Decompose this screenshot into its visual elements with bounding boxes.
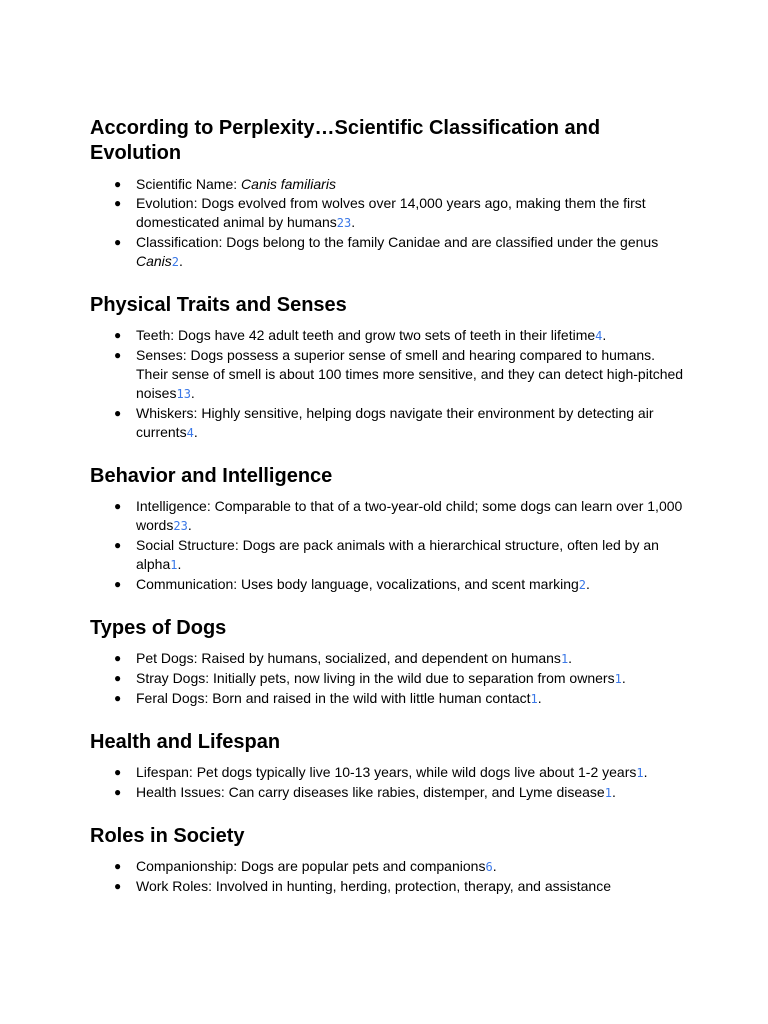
list-item — [90, 689, 688, 709]
list-item — [90, 763, 688, 783]
item-text: Scientific Name: — [136, 176, 242, 192]
item-text: Intelligence: Comparable to that of a two-year-old child; some dogs can learn over 1,000 words — [136, 498, 683, 533]
item-text: Lifespan: Pet dogs typically live 10-13 years, while wild dogs live about 1-2 years — [136, 764, 637, 780]
bullet-icon: ● — [114, 859, 122, 873]
citation-link[interactable]: 2 — [171, 255, 180, 269]
bullet-icon: ● — [114, 785, 122, 799]
item-end: . — [586, 576, 590, 592]
item-text: Senses: Dogs possess a superior sense of smell and hearing compared to humans. Their sense of smell is about 100 times more sensitive, and they can detect high-pitched noises — [136, 347, 684, 401]
bullet-icon: ● — [114, 406, 122, 420]
item-end: . — [568, 650, 573, 666]
bullet-icon: ● — [114, 348, 122, 362]
citation-link[interactable]: 23 — [173, 519, 188, 533]
bullet-icon: ● — [114, 196, 122, 210]
bullet-icon: ● — [114, 328, 122, 342]
citation-link[interactable]: 1 — [604, 786, 612, 800]
item-text: Pet Dogs: Raised by humans, socialized, and dependent on humans — [136, 650, 561, 666]
item-italic-text: Canis — [136, 253, 172, 269]
item-text: Social Structure: Dogs are pack animals with a hierarchical structure, often led by an alpha — [136, 537, 659, 572]
item-text: Feral Dogs: Born and raised in the wild with little human contact — [136, 690, 531, 706]
item-end: . — [602, 327, 607, 343]
item-end: . — [190, 385, 195, 401]
citation-link[interactable]: 1 — [170, 558, 178, 572]
bullet-list — [90, 497, 688, 595]
item-end: . — [643, 764, 648, 780]
bullet-icon: ● — [114, 177, 122, 191]
list-item — [90, 194, 688, 233]
item-text: Work Roles: Involved in hunting, herding, protection, therapy, and assistance — [136, 878, 611, 894]
item-end: . — [351, 214, 356, 230]
citation-link[interactable]: 2 — [578, 578, 587, 592]
section-heading: Health and Lifespan — [90, 731, 281, 753]
section-heading: Behavior and Intelligence — [90, 465, 333, 487]
section-heading: According to Perplexity…Scientific Classification and Evolution — [90, 117, 601, 164]
item-text: Evolution: Dogs evolved from wolves over 14,000 years ago, making them the first domesticated animal by humans — [136, 195, 646, 230]
bullet-list — [90, 175, 688, 272]
bullet-icon: ● — [114, 671, 122, 685]
item-end: . — [179, 253, 183, 269]
section-heading: Physical Traits and Senses — [90, 294, 347, 316]
list-item — [90, 857, 688, 877]
list-item — [90, 877, 688, 896]
list-item — [90, 497, 688, 536]
list-item — [90, 175, 688, 194]
bullet-icon: ● — [114, 691, 122, 705]
item-text: Teeth: Dogs have 42 adult teeth and grow two sets of teeth in their lifetime — [136, 327, 596, 343]
section-heading: Roles in Society — [90, 825, 245, 847]
citation-link[interactable]: 1 — [530, 692, 538, 706]
section-types-of-dogs — [90, 616, 688, 709]
bullet-list — [90, 857, 688, 896]
list-item — [90, 404, 688, 443]
bullet-list — [90, 763, 688, 803]
item-text: Stray Dogs: Initially pets, now living in the wild due to separation from owners — [136, 670, 615, 686]
list-item — [90, 233, 688, 272]
bullet-icon: ● — [114, 879, 122, 893]
section-classification-evolution — [90, 116, 688, 272]
citation-link[interactable]: 23 — [336, 216, 352, 230]
bullet-icon: ● — [114, 235, 122, 249]
citation-link[interactable]: 13 — [176, 387, 191, 401]
bullet-list — [90, 649, 688, 709]
item-text: Whiskers: Highly sensitive, helping dogs navigate their environment by detecting air currents — [136, 405, 654, 440]
section-behavior-intelligence — [90, 464, 688, 595]
list-item — [90, 783, 688, 803]
list-item — [90, 575, 688, 595]
item-text: Classification: Dogs belong to the family Canidae and are classified under the genus — [136, 234, 659, 250]
bullet-icon: ● — [114, 765, 122, 779]
citation-link[interactable]: 1 — [560, 652, 569, 666]
citation-link[interactable]: 1 — [614, 672, 622, 686]
item-end: . — [187, 517, 192, 533]
section-health-lifespan — [90, 730, 688, 803]
item-italic-text: Canis familiaris — [241, 176, 336, 192]
item-end: . — [621, 670, 626, 686]
section-roles-in-society — [90, 824, 688, 896]
bullet-icon: ● — [114, 577, 122, 591]
bullet-icon: ● — [114, 538, 122, 552]
bullet-icon: ● — [114, 499, 122, 513]
citation-link[interactable]: 6 — [485, 860, 493, 874]
citation-link[interactable]: 1 — [636, 766, 644, 780]
bullet-list — [90, 326, 688, 443]
item-end: . — [177, 556, 182, 572]
item-end: . — [492, 858, 497, 874]
item-end: . — [537, 690, 542, 706]
item-end: . — [193, 424, 198, 440]
citation-link[interactable]: 4 — [595, 329, 603, 343]
bullet-icon: ● — [114, 651, 122, 665]
item-end: . — [611, 784, 616, 800]
item-text: Communication: Uses body language, vocalizations, and scent marking — [136, 576, 579, 592]
list-item — [90, 669, 688, 689]
section-physical-traits — [90, 293, 688, 443]
item-text: Health Issues: Can carry diseases like rabies, distemper, and Lyme disease — [136, 784, 605, 800]
section-heading: Types of Dogs — [90, 617, 227, 639]
list-item — [90, 649, 688, 669]
list-item — [90, 346, 688, 404]
list-item — [90, 326, 688, 346]
item-text: Companionship: Dogs are popular pets and companions — [136, 858, 486, 874]
list-item — [90, 536, 688, 575]
citation-link[interactable]: 4 — [186, 426, 194, 440]
